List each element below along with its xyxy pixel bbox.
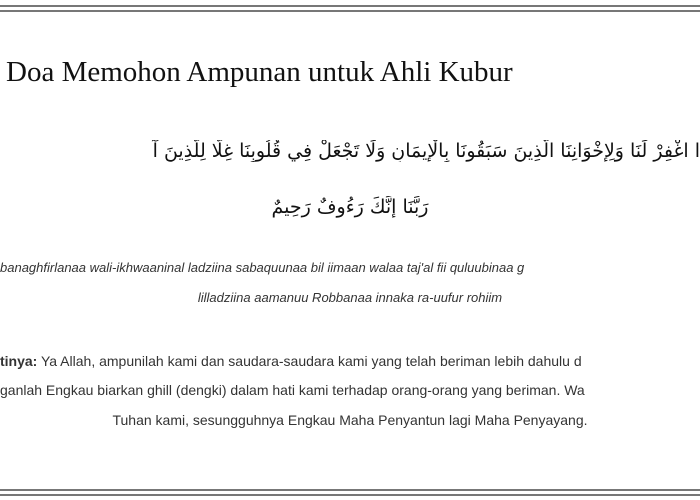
top-border-outer [0,5,700,7]
translation-line-1 [0,353,700,369]
page-title: Doa Memohon Ampunan untuk Ahli Kubur [6,56,513,88]
translation-line-2: ganlah Engkau biarkan ghill (dengki) dalam hati kami terhadap orang-orang yang beriman. Wa [0,382,585,398]
bottom-border-outer [0,494,700,496]
translation-text: Ya Allah, ampunilah kami dan saudara-saudara kami yang telah beriman lebih dahulu d [37,353,582,369]
arabic-text-line-2: رَبَّنَا إِنَّكَ رَءُوفٌ رَحِيمٌ [271,196,429,218]
transliteration-line-2: lilladziina aamanuu Robbanaa innaka ra-uufur rohiim [197,290,503,305]
transliteration-line-1: banaghfirlanaa wali-ikhwaaninal ladziina sabaquunaa bil iimaan walaa taj'al fii quluubinaa g [0,260,525,275]
translation-label: tinya: [0,353,38,369]
top-border-inner [0,10,700,12]
arabic-text-line-1: ا اغْفِرْ لَنَا وَلِإِخْوَانِنَا الَّذِينَ سَبَقُونَا بِالْإِيمَانِ وَلَا تَجْعَلْ فِي قُلُوبِنَا غِلًّا لِلَّذِينَ آ [152,140,700,162]
bottom-border-inner [0,489,700,491]
translation-line-3: Tuhan kami, sesungguhnya Engkau Maha Penyantun lagi Maha Penyayang. [112,412,588,428]
